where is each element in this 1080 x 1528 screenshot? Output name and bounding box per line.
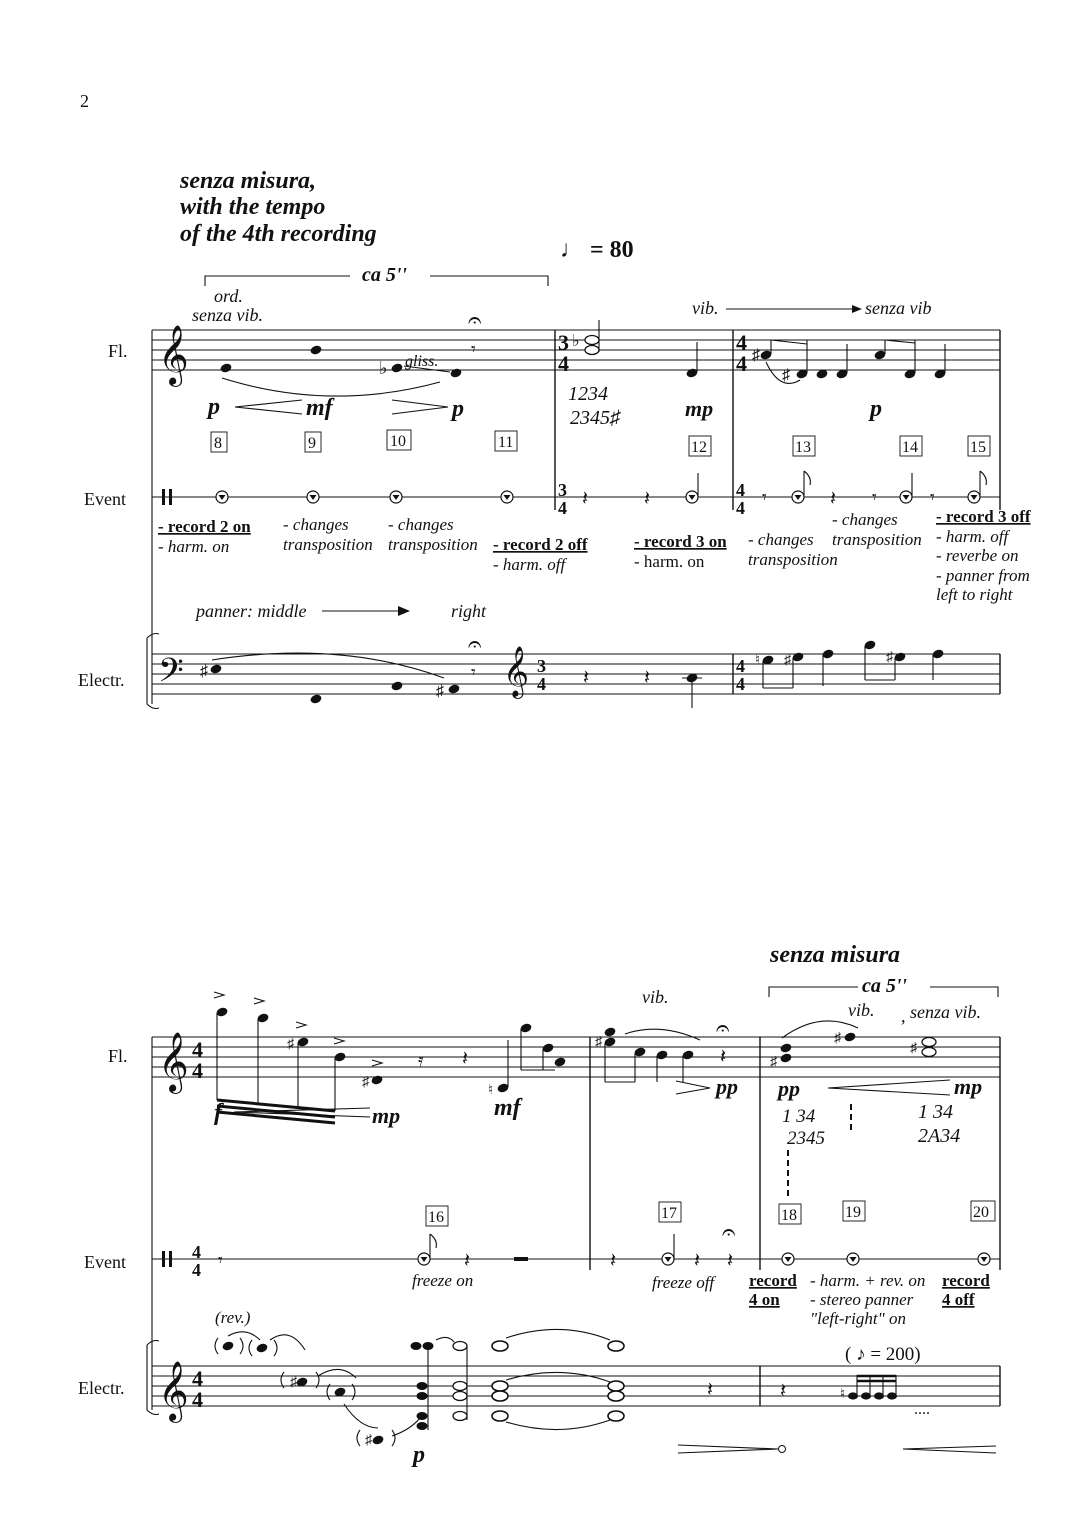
fl-senza-vib: senza vib. xyxy=(192,305,263,325)
event-number-8 xyxy=(211,432,227,452)
panner-right: right xyxy=(451,601,487,621)
fl-vib: vib. xyxy=(692,298,719,318)
rev-label: (rev.) xyxy=(215,1308,251,1327)
svg-text:♯: ♯ xyxy=(287,1037,294,1052)
time-sig-4-4-top: 4 xyxy=(736,330,747,355)
flute-staff-2 xyxy=(152,1037,1000,1077)
svg-text:8: 8 xyxy=(214,435,222,452)
time-sig-4-4-bottom-2: 4 xyxy=(192,1058,203,1083)
svg-text:𝄽: 𝄽 xyxy=(830,488,837,510)
system-1 xyxy=(78,168,1031,709)
bass-clef: 𝄢 xyxy=(158,652,184,697)
e8-record-2-on: - record 2 on xyxy=(158,517,251,536)
e20-record: record xyxy=(942,1271,990,1290)
e13-changes: - changes xyxy=(748,530,814,549)
e15-record-3-off: - record 3 off xyxy=(936,507,1031,526)
fingering-a-top: 1 34 xyxy=(782,1106,816,1127)
event-number-15 xyxy=(968,436,990,456)
sustained-chords xyxy=(411,1329,714,1430)
svg-text:♮: ♮ xyxy=(840,1387,846,1402)
e15-left-to-right: left to right xyxy=(936,585,1013,604)
electronics-label-2: Electr. xyxy=(78,1378,125,1398)
svg-text:♯: ♯ xyxy=(365,1433,372,1448)
svg-text:4: 4 xyxy=(736,480,745,500)
tempo-small: ( ♪ = 200) xyxy=(845,1344,921,1365)
svg-text:♯: ♯ xyxy=(290,1375,297,1390)
svg-text:𝄐: 𝄐 xyxy=(722,1220,736,1246)
svg-text:4: 4 xyxy=(192,1366,203,1391)
fl-gliss: gliss. xyxy=(405,353,439,370)
time-sig-3-4-bottom: 4 xyxy=(558,351,569,376)
e12-harm-on: - harm. on xyxy=(634,552,705,571)
svg-text:𝄽: 𝄽 xyxy=(462,1048,469,1070)
event-number-16 xyxy=(426,1206,448,1226)
svg-text:𝄾: 𝄾 xyxy=(872,487,877,507)
treble-clef: 𝄞 xyxy=(158,327,189,384)
dyn-mp-1: mp xyxy=(372,1103,401,1128)
e8-harm-on: - harm. on xyxy=(158,537,230,556)
svg-text:19: 19 xyxy=(845,1204,861,1221)
event-number-12 xyxy=(689,436,711,456)
panner-middle: panner: middle xyxy=(196,601,307,621)
svg-text:𝄽: 𝄽 xyxy=(694,1250,701,1272)
svg-text:𝄾: 𝄾 xyxy=(471,662,476,682)
event-label: Event xyxy=(84,489,126,509)
fl-senza-vib-3: senza vib. xyxy=(910,1002,981,1022)
svg-text:4: 4 xyxy=(736,498,745,518)
svg-text:𝄽: 𝄽 xyxy=(644,667,651,689)
e14-changes: - changes xyxy=(832,510,898,529)
svg-text:𝄞: 𝄞 xyxy=(158,1363,189,1420)
e10-changes: - changes xyxy=(388,515,454,534)
page-number: 2 xyxy=(80,91,89,111)
dyn-mf: mf xyxy=(306,395,333,421)
svg-text:15: 15 xyxy=(970,439,986,456)
e15-harm-off: - harm. off xyxy=(936,527,1009,546)
svg-text:♭: ♭ xyxy=(379,358,388,378)
svg-text:4: 4 xyxy=(736,674,745,694)
e19-harm-rev-on: - harm. + rev. on xyxy=(810,1271,926,1290)
dyn-mf-2: mf xyxy=(494,1095,521,1121)
event-number-19 xyxy=(843,1201,865,1221)
fingering-top: 1234 xyxy=(568,383,608,405)
event-number-17 xyxy=(659,1202,681,1222)
svg-text:13: 13 xyxy=(795,439,811,456)
freeze-off: freeze off xyxy=(652,1273,715,1292)
svg-text:𝄾: 𝄾 xyxy=(218,1250,223,1270)
svg-text:4: 4 xyxy=(558,498,567,518)
dyn-mp-2: mp xyxy=(954,1074,983,1099)
svg-text:𝄐: 𝄐 xyxy=(468,308,482,334)
heading-line-1: senza misura, xyxy=(180,168,317,194)
fl-vib-2: vib. xyxy=(848,1000,875,1020)
svg-text:18: 18 xyxy=(781,1207,797,1224)
e9-transposition: transposition xyxy=(283,535,373,554)
svg-text:♮: ♮ xyxy=(755,653,761,668)
event-number-13 xyxy=(793,436,815,456)
svg-text:♯: ♯ xyxy=(886,650,893,665)
svg-text:𝄞: 𝄞 xyxy=(158,1034,189,1091)
e9-changes: - changes xyxy=(283,515,349,534)
event-number-18 xyxy=(779,1204,801,1224)
dots: .... xyxy=(914,1401,930,1418)
svg-text:𝄐: 𝄐 xyxy=(716,1016,730,1042)
svg-text:16: 16 xyxy=(428,1209,444,1226)
svg-text:14: 14 xyxy=(902,439,918,456)
e15-reverbe-on: - reverbe on xyxy=(936,546,1019,565)
svg-text:♯: ♯ xyxy=(784,653,791,668)
svg-text:17: 17 xyxy=(661,1205,677,1222)
dyn-pp-2: pp xyxy=(778,1076,800,1101)
svg-text:♯: ♯ xyxy=(200,663,208,680)
event-number-11 xyxy=(495,431,517,451)
dyn-p-electr: p xyxy=(413,1442,425,1468)
event-label-2: Event xyxy=(84,1252,126,1272)
e13-transposition: transposition xyxy=(748,550,838,569)
e18-record: record xyxy=(749,1271,797,1290)
e15-panner-from: - panner from xyxy=(936,566,1030,585)
e20-4-off: 4 off xyxy=(942,1290,975,1309)
svg-text:♯: ♯ xyxy=(910,1041,917,1056)
dyn-p-1: p xyxy=(208,394,220,420)
dyn-p-3: p xyxy=(870,396,882,422)
svg-text:4: 4 xyxy=(192,1260,201,1280)
svg-text:𝄽: 𝄽 xyxy=(610,1250,617,1272)
svg-text:3: 3 xyxy=(558,480,567,500)
svg-text:♯: ♯ xyxy=(436,683,444,700)
dyn-p-2: p xyxy=(452,396,464,422)
e12-record-3-on: - record 3 on xyxy=(634,532,727,551)
flute-label-2: Fl. xyxy=(108,1046,128,1066)
event-number-14 xyxy=(900,436,922,456)
flute-label: Fl. xyxy=(108,341,128,361)
svg-text:4: 4 xyxy=(192,1387,203,1412)
svg-text:♯: ♯ xyxy=(752,347,760,364)
svg-text:𝄽: 𝄽 xyxy=(644,488,651,510)
system-2 xyxy=(78,942,1000,1468)
fl-senza-vib-2: senza vib xyxy=(865,298,932,318)
freeze-on: freeze on xyxy=(412,1271,474,1290)
svg-text:𝄽: 𝄽 xyxy=(583,667,590,689)
svg-text:♯: ♯ xyxy=(834,1031,841,1046)
e11-harm-off: - harm. off xyxy=(493,555,566,574)
time-sig-3-4-top: 3 xyxy=(558,330,569,355)
svg-text:𝄾: 𝄾 xyxy=(762,487,767,507)
heading-line-2: with the tempo xyxy=(180,194,326,220)
electronics-staff-1 xyxy=(152,654,1000,694)
fingering-b-top: 1 34 xyxy=(918,1101,953,1123)
svg-text:𝄽: 𝄽 xyxy=(727,1250,734,1272)
svg-text:𝄿: 𝄿 xyxy=(418,1050,424,1070)
svg-text:♯: ♯ xyxy=(782,367,790,384)
svg-text:𝄾: 𝄾 xyxy=(471,339,476,359)
e19-left-right-on: "left-right" on xyxy=(810,1309,906,1328)
svg-text:𝄾: 𝄾 xyxy=(930,487,935,507)
e11-record-2-off: - record 2 off xyxy=(493,535,588,554)
svg-text:11: 11 xyxy=(498,434,514,451)
svg-text:𝄽: 𝄽 xyxy=(780,1380,787,1402)
svg-text:♯: ♯ xyxy=(770,1055,777,1070)
svg-text:4: 4 xyxy=(537,674,546,694)
dyn-pp-1: pp xyxy=(716,1074,738,1099)
svg-text:𝄐: 𝄐 xyxy=(468,632,482,658)
svg-text:20: 20 xyxy=(973,1204,989,1221)
event-number-10 xyxy=(387,430,411,450)
duration-bracket-label-2: ca 5'' xyxy=(862,975,907,997)
heading-senza-misura: senza misura xyxy=(770,942,901,968)
dyn-mp: mp xyxy=(685,396,714,421)
time-sig-4-4-bottom: 4 xyxy=(736,351,747,376)
svg-text:4: 4 xyxy=(736,656,745,676)
svg-text:♯: ♯ xyxy=(595,1035,602,1050)
svg-text:12: 12 xyxy=(691,439,707,456)
dyn-f: f xyxy=(214,1100,222,1126)
svg-text:𝄞: 𝄞 xyxy=(503,647,530,696)
electronics-label: Electr. xyxy=(78,670,125,690)
fl-vib-1: vib. xyxy=(642,987,669,1007)
svg-text:3: 3 xyxy=(537,656,546,676)
svg-text:𝄽: 𝄽 xyxy=(464,1250,471,1272)
event-number-20 xyxy=(971,1201,995,1221)
svg-text:4: 4 xyxy=(192,1242,201,1262)
duration-bracket-label: ca 5'' xyxy=(362,264,407,286)
svg-text:𝄽: 𝄽 xyxy=(720,1046,727,1068)
time-sig-4-4-top-2: 4 xyxy=(192,1037,203,1062)
fl-ord: ord. xyxy=(214,286,243,306)
e19-stereo-panner: - stereo panner xyxy=(810,1290,914,1309)
svg-text:♮: ♮ xyxy=(488,1083,494,1098)
e14-transposition: transposition xyxy=(832,530,922,549)
svg-text:𝄽: 𝄽 xyxy=(707,1379,714,1401)
fingering-b-bottom: 2A34 xyxy=(918,1125,961,1147)
svg-text:10: 10 xyxy=(390,433,406,450)
tempo-mark: ♩ = 80 xyxy=(560,237,634,263)
svg-text:𝄽: 𝄽 xyxy=(582,488,589,510)
e10-transposition: transposition xyxy=(388,535,478,554)
electronics-staff-2 xyxy=(152,1366,1000,1406)
event-number-9 xyxy=(305,432,321,452)
svg-text:9: 9 xyxy=(308,435,316,452)
svg-text:♭: ♭ xyxy=(572,333,580,350)
heading-line-3: of the 4th recording xyxy=(180,221,377,247)
svg-text:♯: ♯ xyxy=(362,1075,369,1090)
e18-4-on: 4 on xyxy=(749,1290,780,1309)
fingering-bottom: 2345♯ xyxy=(570,407,620,429)
fingering-a-bottom: 2345 xyxy=(787,1128,825,1149)
svg-text:,: , xyxy=(901,1006,906,1026)
